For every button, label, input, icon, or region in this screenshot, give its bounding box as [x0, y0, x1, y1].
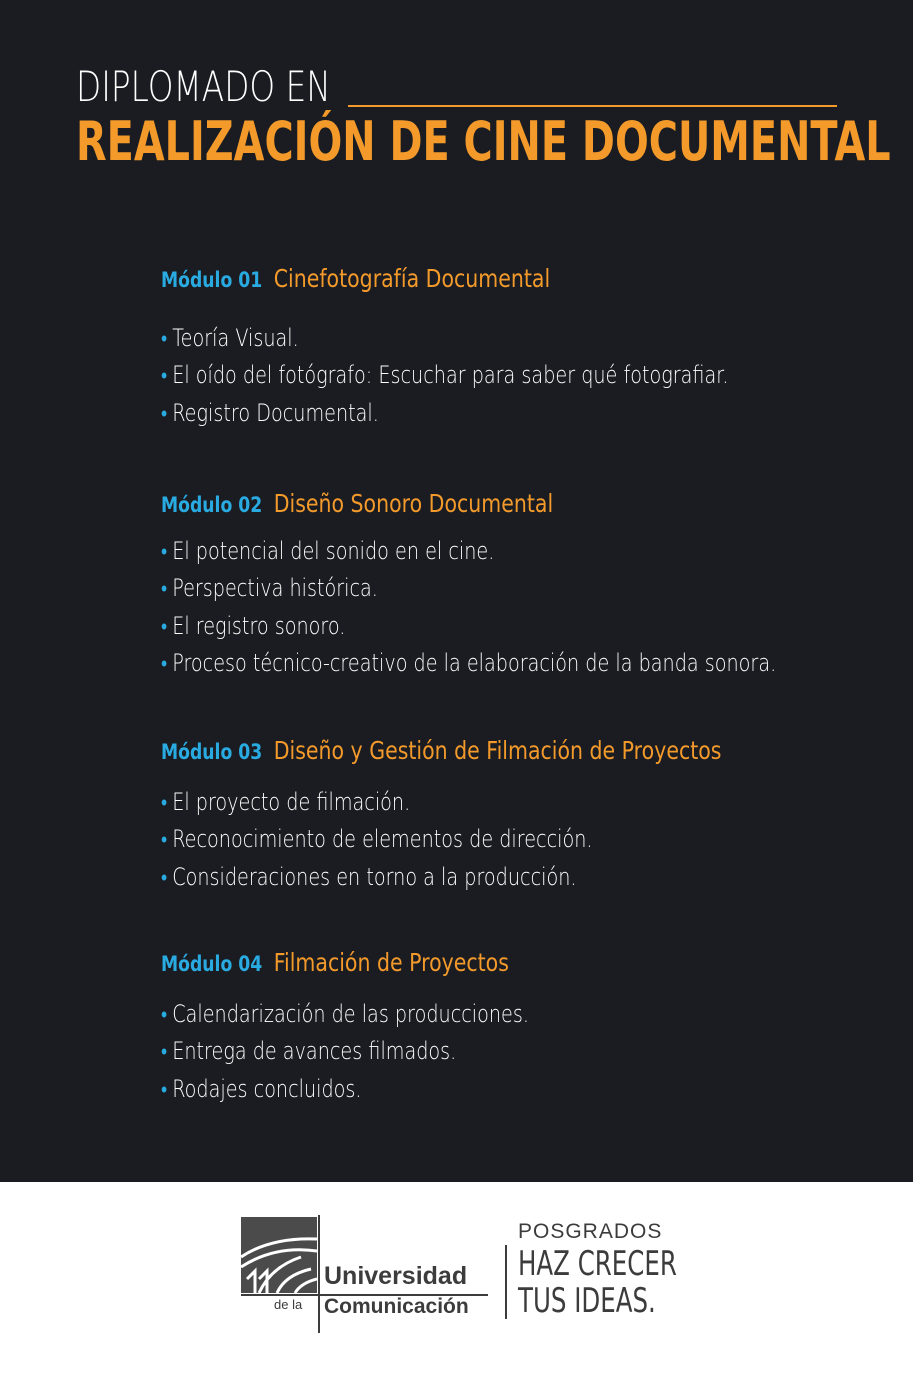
module-items — [161, 784, 861, 896]
bullet-icon: • — [161, 1077, 168, 1103]
module-items — [161, 996, 861, 1108]
title-rule — [348, 105, 837, 107]
title-line2: REALIZACIÓN DE CINE DOCUMENTAL — [76, 110, 891, 173]
bullet-icon: • — [161, 401, 168, 427]
module-01 — [161, 264, 861, 432]
module-items — [161, 533, 861, 682]
list-item — [161, 570, 721, 607]
list-item-text: El potencial del sonido en el cine. — [172, 537, 495, 565]
list-item — [161, 996, 721, 1033]
module-03 — [161, 736, 861, 896]
list-item-text: Calendarización de las producciones. — [172, 1000, 529, 1028]
bullet-icon: • — [161, 651, 168, 677]
list-item-text: Teoría Visual. — [172, 324, 299, 352]
bullet-icon: • — [161, 828, 168, 854]
module-heading — [161, 948, 735, 982]
bullet-icon: • — [161, 540, 168, 565]
bullet-icon: • — [161, 327, 168, 352]
bullet-icon: • — [161, 1003, 168, 1028]
module-02 — [161, 489, 861, 682]
university-name-line1: Universidad — [324, 1262, 468, 1290]
list-item-text: El oído del fotógrafo: Escuchar para saber qué fotografiar. — [172, 361, 729, 390]
title-line1: DIPLOMADO EN — [76, 62, 331, 111]
module-number: Módulo 03 — [161, 740, 263, 764]
program-label: POSGRADOS — [518, 1220, 663, 1243]
module-number: Módulo 02 — [161, 493, 263, 517]
module-number: Módulo 01 — [161, 268, 263, 292]
list-item — [161, 645, 777, 682]
module-heading — [161, 264, 735, 298]
bullet-icon: • — [161, 614, 168, 640]
list-item — [161, 821, 721, 858]
bullet-icon: • — [161, 791, 168, 816]
footer — [0, 1182, 913, 1382]
list-item — [161, 859, 721, 896]
module-name: Filmación de Proyectos — [273, 948, 509, 977]
list-item-text: Rodajes concluidos. — [172, 1074, 362, 1103]
logo-vertical-rule — [318, 1215, 320, 1333]
list-item-text: El registro sonoro. — [172, 611, 346, 640]
module-heading — [161, 489, 735, 523]
module-name: Diseño y Gestión de Filmación de Proyectos — [273, 736, 722, 765]
footer-divider — [505, 1245, 507, 1319]
university-logo-icon — [241, 1217, 317, 1293]
list-item-text: Perspectiva histórica. — [172, 574, 378, 603]
module-number: Módulo 04 — [161, 952, 263, 976]
university-name-line2: Comunicación — [324, 1295, 469, 1318]
list-item — [161, 1033, 721, 1070]
list-item — [161, 357, 729, 394]
list-item-text: Reconocimiento de elementos de dirección. — [172, 825, 593, 854]
list-item — [161, 533, 721, 570]
list-item — [161, 784, 721, 821]
list-item — [161, 320, 721, 357]
bullet-icon: • — [161, 364, 168, 390]
list-item-text: Consideraciones en torno a la producción. — [172, 862, 577, 891]
bullet-icon: • — [161, 865, 168, 891]
module-heading — [161, 736, 735, 770]
module-name: Diseño Sonoro Documental — [273, 489, 554, 518]
list-item-text: Registro Documental. — [172, 398, 379, 427]
module-name: Cinefotografía Documental — [273, 264, 551, 293]
bullet-icon: • — [161, 1040, 168, 1066]
module-04 — [161, 948, 861, 1108]
list-item — [161, 608, 721, 645]
university-emblem-icon — [241, 1217, 317, 1293]
bullet-icon: • — [161, 577, 168, 603]
slogan-line2: TUS IDEAS. — [518, 1281, 656, 1321]
list-item-text: Proceso técnico-creativo de la elaboración de la banda sonora. — [172, 648, 777, 677]
university-name-prefix: de la — [274, 1297, 303, 1312]
list-item-text: Entrega de avances filmados. — [172, 1037, 457, 1066]
list-item — [161, 1071, 721, 1108]
slogan-line1: HAZ CRECER — [518, 1244, 677, 1284]
module-items — [161, 320, 861, 432]
list-item — [161, 395, 721, 432]
list-item-text: El proyecto de filmación. — [172, 788, 411, 816]
